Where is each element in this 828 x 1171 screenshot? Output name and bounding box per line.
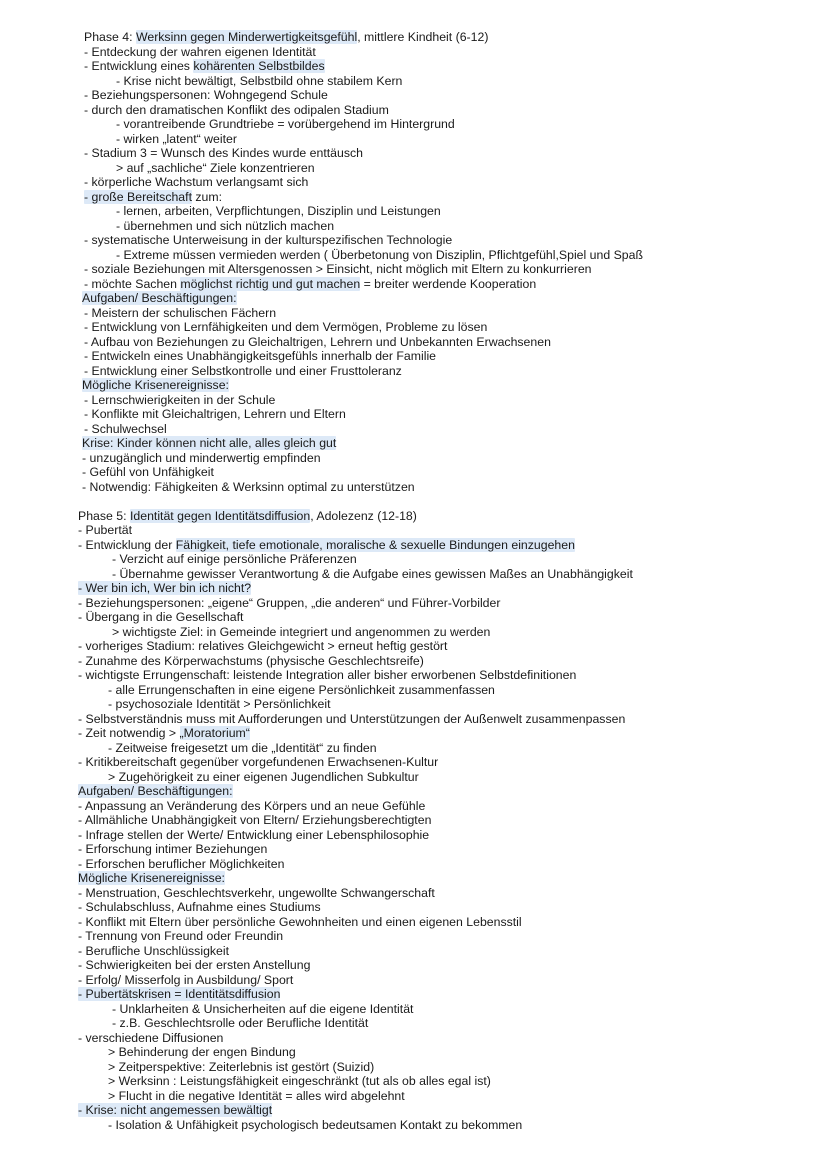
text-segment: - Aufbau von Beziehungen zu Gleichaltrigen, Lehrern und Unbekannten Erwachsenen xyxy=(84,334,551,349)
text-line xyxy=(0,88,828,103)
text-line xyxy=(0,451,828,466)
text-segment: - übernehmen und sich nützlich machen xyxy=(116,218,335,233)
text-segment: - Zeit notwendig > xyxy=(78,726,180,740)
text-segment: - wichtigste Errungenschaft: leistende Integration aller bisher erworbenen Selbstdefinitionen xyxy=(78,668,577,682)
text-segment: > Flucht in die negative Identität = alles wird abgelehnt xyxy=(108,1088,405,1103)
text-line xyxy=(0,219,828,234)
text-line xyxy=(0,132,828,147)
text-line xyxy=(0,233,828,248)
text-line xyxy=(0,799,828,814)
text-segment: - Lernschwierigkeiten in der Schule xyxy=(84,392,276,407)
text-segment: - vorantreibende Grundtriebe = vorübergehend im Hintergrund xyxy=(116,117,455,131)
text-line xyxy=(0,842,828,857)
text-segment: - vorheriges Stadium: relatives Gleichgewicht > erneut heftig gestört xyxy=(78,639,448,653)
text-segment: > wichtigste Ziel: in Gemeinde integriert und angenommen zu werden xyxy=(112,624,491,639)
text-segment: , Adolezenz (12-18) xyxy=(310,508,417,523)
text-line xyxy=(0,755,828,770)
text-line xyxy=(0,654,828,669)
text-segment: Phase 5: xyxy=(78,508,130,523)
text-line xyxy=(0,944,828,959)
text-segment: - Übergang in die Gesellschaft xyxy=(78,610,244,624)
text-segment: - Beziehungspersonen: „eigene“ Gruppen, „die anderen“ und Führer-Vorbilder xyxy=(78,595,501,610)
highlighted-text: Fähigkeit, tiefe emotionale, moralische & sexuelle Bindungen einzugehen xyxy=(175,537,575,552)
text-segment: - Zeitweise freigesetzt um die „Identität“ zu finden xyxy=(108,740,377,755)
text-line xyxy=(0,668,828,683)
highlighted-text: - Wer bin ich, Wer bin ich nicht? xyxy=(78,581,252,595)
text-line xyxy=(0,813,828,828)
text-segment: - wirken „latent“ weiter xyxy=(116,131,237,146)
text-line xyxy=(0,987,828,1002)
text-segment: > Behinderung der engen Bindung xyxy=(108,1045,296,1059)
text-line xyxy=(0,538,828,553)
text-segment: - Entwicklung von Lernfähigkeiten und dem Vermögen, Probleme zu lösen xyxy=(84,320,488,334)
text-line xyxy=(0,871,828,886)
text-line xyxy=(0,1074,828,1089)
highlighted-text: Mögliche Krisenereignisse: xyxy=(82,378,229,392)
text-line xyxy=(0,146,828,161)
text-line xyxy=(0,857,828,872)
text-line xyxy=(0,1045,828,1060)
text-segment: - Erfolg/ Misserfolg in Ausbildung/ Sport xyxy=(78,972,294,987)
text-segment: - Schulabschluss, Aufnahme eines Studiums xyxy=(78,900,321,914)
text-line xyxy=(0,784,828,799)
text-line xyxy=(0,364,828,379)
text-line xyxy=(0,291,828,306)
text-line xyxy=(0,639,828,654)
text-line xyxy=(0,828,828,843)
text-segment: zum: xyxy=(191,189,223,204)
text-line xyxy=(0,770,828,785)
text-segment: > Zugehörigkeit zu einer eigenen Jugendlichen Subkultur xyxy=(108,769,419,784)
text-line xyxy=(0,175,828,190)
highlighted-text: - Pubertätskrisen = Identitätsdiffusion xyxy=(78,987,281,1001)
text-segment: - Übernahme gewisser Verantwortung & die Aufgabe eines gewissen Maßes an Unabhängigkeit xyxy=(112,566,633,581)
text-line xyxy=(0,625,828,640)
text-line xyxy=(0,741,828,756)
text-line xyxy=(0,320,828,335)
text-segment: - Gefühl von Unfähigkeit xyxy=(82,465,214,479)
text-segment: - Berufliche Unschlüssigkeit xyxy=(78,943,230,958)
text-segment: - Entwicklung eines xyxy=(84,59,194,73)
highlighted-text: kohärenten Selbstbildes xyxy=(193,59,325,73)
text-line xyxy=(0,567,828,582)
text-segment: - psychosoziale Identität > Persönlichkeit xyxy=(108,697,331,711)
text-segment: - Zunahme des Körperwachstums (physische Geschlechtsreife) xyxy=(78,653,424,668)
text-segment: - Konflikte mit Gleichaltrigen, Lehrern und Eltern xyxy=(84,407,346,421)
text-segment: - Schwierigkeiten bei der ersten Anstellung xyxy=(78,958,311,972)
text-line xyxy=(0,59,828,74)
text-segment: - Entwicklung einer Selbstkontrolle und einer Frusttoleranz xyxy=(84,363,402,378)
text-line xyxy=(0,161,828,176)
text-segment: - durch den dramatischen Konflikt des odipalen Stadium xyxy=(84,102,389,117)
text-segment: , mittlere Kindheit (6-12) xyxy=(357,30,489,44)
text-segment: - möchte Sachen xyxy=(84,276,181,291)
text-line xyxy=(0,262,828,277)
text-line xyxy=(0,349,828,364)
highlighted-text: möglichst richtig und gut machen xyxy=(180,276,361,291)
text-line xyxy=(0,958,828,973)
highlighted-text: Krise: Kinder können nicht alle, alles gleich gut xyxy=(82,436,337,450)
text-line xyxy=(0,900,828,915)
text-segment: > Zeitperspektive: Zeiterlebnis ist gestört (Suizid) xyxy=(108,1059,375,1074)
text-line xyxy=(0,1031,828,1046)
text-segment: - Entwickeln eines Unabhängigkeitsgefühls innerhalb der Familie xyxy=(84,349,437,363)
text-line xyxy=(0,596,828,611)
text-segment: - Meistern der schulischen Fächern xyxy=(84,305,277,320)
text-segment: > Werksinn : Leistungsfähigkeit eingeschränkt (tut als ob alles egal ist) xyxy=(108,1074,491,1088)
highlighted-text: Identität gegen Identitätsdiffusion xyxy=(129,508,311,523)
text-segment: - Selbstverständnis muss mit Aufforderungen und Unterstützungen der Außenwelt zusammenpassen xyxy=(78,711,626,726)
text-line xyxy=(0,393,828,408)
text-line xyxy=(0,335,828,350)
text-line xyxy=(0,204,828,219)
text-segment: - Krise nicht bewältigt, Selbstbild ohne stabilem Kern xyxy=(116,73,403,88)
text-segment: - körperliche Wachstum verlangsamt sich xyxy=(84,175,309,189)
text-line xyxy=(0,1002,828,1017)
text-segment: - Unklarheiten & Unsicherheiten auf die eigene Identität xyxy=(112,1001,414,1016)
text-line xyxy=(0,552,828,567)
text-line xyxy=(0,407,828,422)
text-line xyxy=(0,45,828,60)
text-segment: = breiter werdende Kooperation xyxy=(360,276,537,291)
text-segment: - verschiedene Diffusionen xyxy=(78,1030,224,1045)
text-line xyxy=(0,277,828,292)
text-segment: > auf „sachliche“ Ziele konzentrieren xyxy=(116,160,315,175)
text-line xyxy=(0,1118,828,1133)
text-line xyxy=(0,581,828,596)
text-line xyxy=(0,915,828,930)
text-line xyxy=(0,697,828,712)
text-segment: - Trennung von Freund oder Freundin xyxy=(78,929,284,943)
text-segment: - Konflikt mit Eltern über persönliche Gewohnheiten und einen eigenen Lebensstil xyxy=(78,914,522,929)
text-segment: Phase 4: xyxy=(84,30,136,44)
text-segment: - unzugänglich und minderwertig empfinden xyxy=(82,450,321,465)
text-segment: - Erforschen beruflicher Möglichkeiten xyxy=(78,856,285,871)
text-line xyxy=(0,610,828,625)
text-segment: - Extreme müssen vermieden werden ( Überbetonung von Disziplin, Pflichtgefühl,Spiel und Spaß xyxy=(116,247,643,262)
highlighted-text: „Moratorium“ xyxy=(179,726,250,740)
text-line xyxy=(0,306,828,321)
text-line xyxy=(0,30,828,45)
text-line xyxy=(0,929,828,944)
highlighted-text: Aufgaben/ Beschäftigungen: xyxy=(78,784,233,798)
highlighted-text: Aufgaben/ Beschäftigungen: xyxy=(82,291,237,305)
text-segment: - Entdeckung der wahren eigenen Identität xyxy=(84,44,316,59)
text-segment: - Allmähliche Unabhängigkeit von Eltern/ Erziehungsberechtigten xyxy=(78,813,432,827)
text-line xyxy=(0,886,828,901)
text-segment: - systematische Unterweisung in der kulturspezifischen Technologie xyxy=(84,233,453,247)
paragraph-gap xyxy=(0,494,828,509)
text-line xyxy=(0,190,828,205)
text-segment: - Infrage stellen der Werte/ Entwicklung einer Lebensphilosophie xyxy=(78,827,430,842)
text-line xyxy=(0,1016,828,1031)
text-segment: - Beziehungspersonen: Wohngegend Schule xyxy=(84,88,328,102)
highlighted-text: - Krise: nicht angemessen bewältigt xyxy=(78,1103,273,1117)
text-line xyxy=(0,1089,828,1104)
text-segment: - Schulwechsel xyxy=(84,421,167,436)
text-line xyxy=(0,74,828,89)
text-line xyxy=(0,509,828,524)
text-segment: - Menstruation, Geschlechtsverkehr, ungewollte Schwangerschaft xyxy=(78,885,435,900)
text-segment: - z.B. Geschlechtsrolle oder Berufliche Identität xyxy=(112,1016,369,1030)
text-line xyxy=(0,465,828,480)
text-segment: - Isolation & Unfähigkeit psychologisch bedeutsamen Kontakt zu bekommen xyxy=(108,1117,523,1132)
text-line xyxy=(0,523,828,538)
text-line xyxy=(0,117,828,132)
text-segment: - Erforschung intimer Beziehungen xyxy=(78,842,268,856)
text-segment: - Notwendig: Fähigkeiten & Werksinn optimal zu unterstützen xyxy=(82,479,415,494)
text-line xyxy=(0,103,828,118)
text-line xyxy=(0,436,828,451)
text-line xyxy=(0,683,828,698)
text-line xyxy=(0,378,828,393)
text-segment: - soziale Beziehungen mit Altersgenossen > Einsicht, nicht möglich mit Eltern zu konkurrieren xyxy=(84,262,592,276)
text-segment: - lernen, arbeiten, Verpflichtungen, Disziplin und Leistungen xyxy=(116,204,441,218)
text-line xyxy=(0,973,828,988)
text-line xyxy=(0,422,828,437)
text-line xyxy=(0,726,828,741)
text-segment: - Verzicht auf einige persönliche Präferenzen xyxy=(112,552,357,566)
text-line xyxy=(0,1060,828,1075)
highlighted-text: - große Bereitschaft xyxy=(84,189,192,204)
text-line xyxy=(0,712,828,727)
highlighted-text: Werksinn gegen Minderwertigkeitsgefühl xyxy=(135,30,358,44)
text-segment: - Pubertät xyxy=(78,523,132,537)
text-segment: - Anpassung an Veränderung des Körpers und an neue Gefühle xyxy=(78,798,426,813)
text-line xyxy=(0,1103,828,1118)
text-segment: - Entwicklung der xyxy=(78,537,176,552)
text-segment: - Stadium 3 = Wunsch des Kindes wurde enttäusch xyxy=(84,146,363,160)
text-line xyxy=(0,480,828,495)
highlighted-text: Mögliche Krisenereignisse: xyxy=(78,871,225,885)
text-segment: - Kritikbereitschaft gegenüber vorgefundenen Erwachsenen-Kultur xyxy=(78,755,439,769)
text-line xyxy=(0,248,828,263)
text-segment: - alle Errungenschaften in eine eigene Persönlichkeit zusammenfassen xyxy=(108,682,495,697)
